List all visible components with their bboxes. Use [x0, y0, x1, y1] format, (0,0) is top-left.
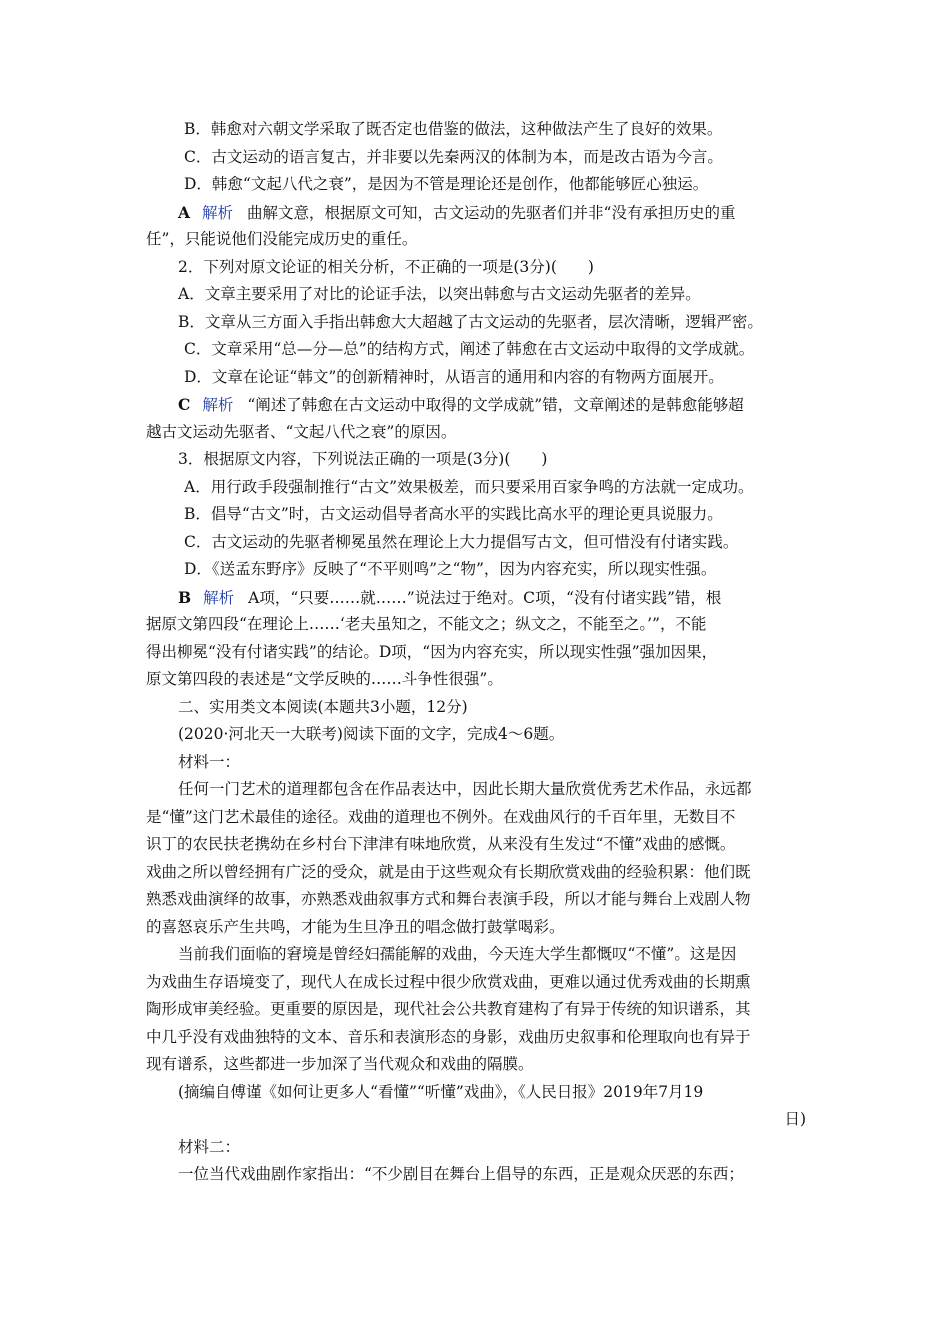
q3-option-c: C．古文运动的先驱者柳冕虽然在理论上大力提倡写古文，但可惜没有付诸实践。 — [184, 532, 739, 551]
q1-answer: A — [178, 202, 191, 222]
q1-analysis-tag: 解析 — [202, 203, 234, 222]
q2-explanation-1: “阐述了韩愈在古文运动中取得的文学成就”错，文章阐述的是韩愈能够超 — [247, 396, 744, 414]
document-page — [146, 116, 806, 1189]
material-1-label: 材料一： — [178, 752, 241, 771]
q2-option-c: C．文章采用“总—分—总”的结构方式，阐述了韩愈在古文运动中取得的文学成就。 — [184, 340, 755, 358]
q2-answer: C — [178, 395, 191, 414]
paragraph-line: 为戏曲生存语境变了，现代人在成长过程中很少欣赏戏曲，更难以通过优秀戏曲的长期熏 — [146, 972, 751, 991]
material-1-paragraph-2 — [146, 941, 806, 1079]
paragraph-line: 识丁的农民扶老携幼在乡村台下津津有味地欣赏，从来没有生发过“不懂”戏曲的感慨。 — [146, 835, 736, 853]
q1-explanation-1: 曲解文意，根据原文可知，古文运动的先驱者们并非“没有承担历史的重 — [247, 203, 736, 222]
q1-option-b: B．韩愈对六朝文学采取了既否定也借鉴的做法，这种做法产生了良好的效果。 — [184, 120, 723, 138]
q3-answer: B — [178, 587, 192, 607]
q3-answer-line — [146, 584, 806, 612]
paragraph-line: 现有谱系，这些都进一步加深了当代观众和戏曲的隔膜。 — [146, 1055, 534, 1073]
paragraph-line: 中几乎没有戏曲独特的文本、音乐和表演形态的身影，戏曲历史叙事和伦理取向也有异于 — [146, 1027, 751, 1046]
q3-explanation-4: 原文第四段的表述是“文学反映的……斗争性很强”。 — [146, 670, 503, 688]
q1-option-c: C．古文运动的语言复古，并非要以先秦两汉的体制为本，而是改古语为今言。 — [184, 147, 723, 166]
q2-option-b: B．文章从三方面入手指出韩愈大大超越了古文运动的先驱者，层次清晰，逻辑严密。 — [178, 312, 763, 331]
paragraph-line: 当前我们面临的窘境是曾经妇孺能解的戏曲，今天连大学生都慨叹“不懂”。这是因 — [178, 945, 737, 963]
paragraph-line: 是“懂”这门艺术最佳的途径。戏曲的道理也不例外。在戏曲风行的千百年里，无数目不 — [146, 807, 736, 826]
q2-explanation-2: 越古文运动先驱者、“文起八代之衰”的原因。 — [146, 422, 457, 441]
material-1-citation-2: 日) — [784, 1110, 806, 1128]
q1-explanation-2: 任”，只能说他们没能完成历史的重任。 — [146, 230, 418, 248]
q3-option-a: A．用行政手段强制推行“古文”效果极差，而只要采用百家争鸣的方法就一定成功。 — [184, 477, 754, 496]
q2-stem: 2．下列对原文论证的相关分析，不正确的一项是(3分)( ) — [178, 257, 594, 276]
paragraph-line: 陶形成审美经验。更重要的原因是，现代社会公共教育建构了有异于传统的知识谱系，其 — [146, 1000, 751, 1018]
q2-option-d: D．文章在论证“韩文”的创新精神时，从语言的通用和内容的有物两方面展开。 — [184, 367, 724, 386]
q1-answer-line — [146, 199, 806, 227]
material-2-label: 材料二： — [178, 1137, 241, 1156]
q2-option-a: A．文章主要采用了对比的论证手法，以突出韩愈与古文运动先驱者的差异。 — [178, 285, 701, 303]
paragraph-line: 任何一门艺术的道理都包含在作品表达中，因此长期大量欣赏优秀艺术作品，永远都 — [178, 780, 752, 798]
q3-stem: 3．根据原文内容，下列说法正确的一项是(3分)( ) — [178, 450, 548, 468]
q1-option-d: D．韩愈“文起八代之衰”，是因为不管是理论还是创作，他都能够匠心独运。 — [184, 175, 709, 193]
material-1-citation-1: (摘编自傅谨《如何让更多人“看懂”“听懂”戏曲》，《人民日报》2019年7月19 — [178, 1082, 704, 1101]
q3-analysis-tag: 解析 — [203, 588, 235, 607]
material-2-paragraph-line: 一位当代戏曲剧作家指出：“不少剧目在舞台上倡导的东西，正是观众厌恶的东西； — [178, 1165, 744, 1183]
q2-analysis-tag: 解析 — [202, 396, 234, 414]
q3-explanation-1: A项，“只要……就……”说法过于绝对。C项，“没有付诸实践”错，根 — [248, 588, 722, 607]
paragraph-line: 戏曲之所以曾经拥有广泛的受众，就是由于这些观众有长期欣赏戏曲的经验积累：他们既 — [146, 862, 751, 881]
q3-option-b: B．倡导“古文”时，古文运动倡导者高水平的实践比高水平的理论更具说服力。 — [184, 505, 723, 523]
q2-answer-line — [146, 391, 806, 419]
paragraph-line: 的喜怒哀乐产生共鸣，才能为生旦净丑的唱念做打鼓掌喝彩。 — [146, 917, 565, 936]
paragraph-line: 熟悉戏曲演绎的故事，亦熟悉戏曲叙事方式和舞台表演手段，所以才能与舞台上戏剧人物 — [146, 890, 751, 908]
section-source: (2020·河北天一大联考)阅读下面的文字，完成4～6题。 — [178, 725, 565, 743]
q3-explanation-3: 得出柳冕“没有付诸实践”的结论。D项，“因为内容充实，所以现实性强”强加因果， — [146, 642, 718, 661]
material-1-paragraph-1 — [146, 776, 806, 941]
q3-option-d: D．《送孟东野序》反映了“不平则鸣”之“物”，因为内容充实，所以现实性强。 — [184, 560, 717, 578]
q3-explanation-2: 据原文第四段“在理论上……‘老夫虽知之，不能文之；纵文之，不能至之。’”，不能 — [146, 615, 707, 633]
section-heading: 二、实用类文本阅读(本题共3小题，12分) — [178, 697, 468, 716]
